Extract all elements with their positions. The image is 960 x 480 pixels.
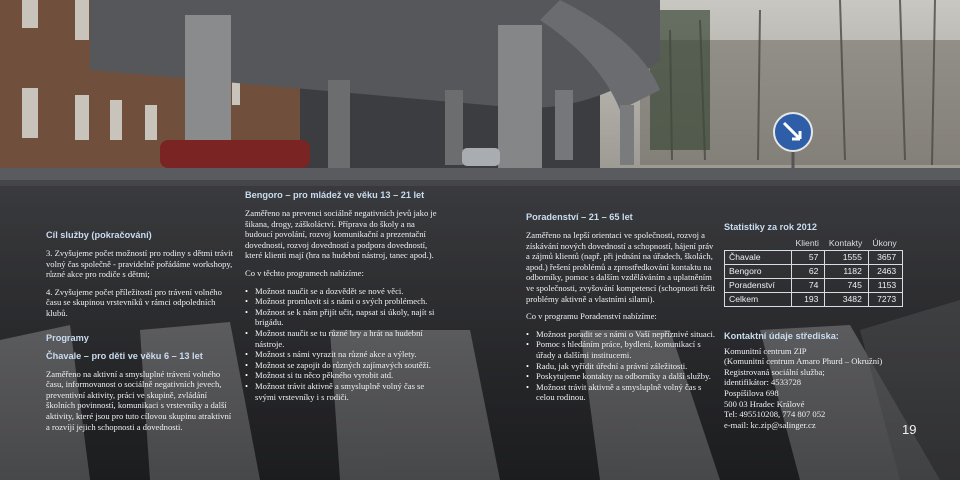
offer-item: • Možnost naučit se a dozvědět se nové věci. — [245, 286, 437, 297]
programs-heading: Programy — [46, 332, 89, 343]
contact-heading: Kontaktní údaje střediska: — [724, 330, 839, 341]
table-row — [725, 264, 903, 278]
cell-ukony: 2463 — [868, 264, 902, 278]
stats-column — [724, 222, 920, 430]
contact-line: (Komunitní centrum Amaro Phurd – Okružní) — [724, 356, 883, 367]
counseling-text: Zaměřeno na lepší orientaci ve společnosti, rozvoj a získávání nových dovedností a schopností, hájení práv a zájmů klientů (např. při jednání na úřadech, školách, apod.) řešení problémů a zprostředkování kontaktu na odborníky, pomoc s dalším vzděláváním a uplatněním ve společnosti, zvyšování kompetencí (schopnosti řešit problémy aktivně a vlastními silami). — [526, 230, 716, 304]
goal-item-3: 3. Zvyšujeme počet možností pro rodiny s dětmi trávit volný čas společně - pravidelně pořádáme workshopy, různé akce pro rodiče s dětmi; — [46, 248, 233, 280]
counseling-offer-item: • Poskytujeme kontakty na odborníky a další služby. — [526, 371, 716, 382]
contact-line: Pospíšilova 698 — [724, 387, 779, 398]
contact-email[interactable]: e-mail: kc.zip@salinger.cz — [724, 419, 816, 430]
offer-list — [245, 286, 437, 403]
cell-kontakty: 1182 — [825, 264, 868, 278]
cell-klienti: 62 — [792, 264, 825, 278]
middle-column — [245, 190, 437, 402]
bengoro-text: Zaměřeno na prevenci sociálně negativních jevů jako je šikana, drogy, záškoláctví. Příprava do školy a na budoucí povolání, rozvoj komunikační a prezentační dovednosti, rozvoj dovedností a podpora dovedností, které klienti mají (hra na hudební nástroj, tanec apod.). — [245, 208, 437, 261]
page-number: 19 — [902, 422, 917, 437]
cell-kontakty: 1555 — [825, 250, 868, 264]
offer-item: • Možnost promluvit si s námi o svých problémech. — [245, 296, 437, 307]
chavale-text: Zaměřeno na aktivní a smysluplné trávení volného času, informovanost o sociálně negativních jevech, preventivní aktivity, práci ve skupině, zvládání školních povinností, komunikaci s vrstevníky a další aktivity, které jsou pro tuto cílovou skupinu atraktivní a rozvíjí jejich schopnosti a dovednosti. — [46, 368, 232, 432]
cell-kontakty: 3482 — [825, 292, 868, 306]
chavale-heading: Čhavale – pro děti ve věku 6 – 13 let — [46, 350, 203, 361]
contact-line: identifikátor: 4533728 — [724, 377, 802, 388]
offer-item: • Možnost si tu něco pěkného vyrobit atd. — [245, 370, 437, 381]
cell-kontakty: 745 — [825, 278, 868, 292]
offer-item: • Možnost se zapojit do různých zajímavých soutěží. — [245, 360, 437, 371]
counseling-offer-item: • Radu, jak vyřídit úřední a právní záležitosti. — [526, 361, 716, 372]
contact-line: 500 03 Hradec Králové — [724, 398, 805, 409]
row-label: Celkem — [725, 292, 792, 306]
row-label: Čhavale — [725, 250, 792, 264]
cell-ukony: 3657 — [868, 250, 902, 264]
table-row — [725, 278, 903, 292]
counseling-column — [526, 212, 716, 403]
col-ukony: Úkony — [872, 238, 897, 248]
cell-klienti: 193 — [792, 292, 825, 306]
stats-heading: Statistiky za rok 2012 — [724, 222, 817, 232]
stats-table — [724, 237, 903, 307]
left-column — [46, 230, 234, 432]
bengoro-heading: Bengoro – pro mládež ve věku 13 – 21 let — [245, 190, 425, 200]
counseling-offer-item: • Pomoc s hledáním práce, bydlení, komunikací s úřady a dalšími institucemi. — [526, 339, 716, 360]
table-row — [725, 250, 903, 264]
goals-heading: Cíl služby (pokračování) — [46, 230, 152, 240]
stats-header-row — [725, 237, 903, 250]
counseling-offer-intro: Co v programu Poradenství nabízíme: — [526, 311, 657, 322]
row-label: Bengoro — [725, 264, 792, 278]
offer-item: • Možnost naučit se tu různé hry a hrát na hudební nástroje. — [245, 328, 437, 349]
counseling-offer-list — [526, 329, 716, 403]
col-kontakty: Kontakty — [828, 238, 863, 248]
contact-phone: Tel: 495510208, 774 807 052 — [724, 409, 826, 420]
row-label: Poradenství — [725, 278, 792, 292]
cell-klienti: 74 — [792, 278, 825, 292]
counseling-heading: Poradenství – 21 – 65 let — [526, 212, 633, 222]
cell-ukony: 7273 — [868, 292, 902, 306]
offer-item: • Možnost s námi vyrazit na různé akce a výlety. — [245, 349, 437, 360]
table-row — [725, 292, 903, 306]
goal-item-4: 4. Zvyšujeme počet příležitostí pro trávení volného času se skupinou vrstevníků v rámci odpoledních klubů. — [46, 286, 222, 318]
contact-line: Registrovaná sociální služba; — [724, 366, 825, 377]
offer-intro: Co v těchto programech nabízíme: — [245, 267, 364, 278]
contact-line: Komunitní centrum ZIP — [724, 345, 807, 356]
offer-item: • Možnost se k nám přijít učit, napsat si úkoly, najít si brigádu. — [245, 307, 437, 328]
cell-klienti: 57 — [792, 250, 825, 264]
counseling-offer-item: • Možnost poradit se s námi o Vaší nepříznivé situaci. — [526, 329, 716, 340]
cell-ukony: 1153 — [868, 278, 902, 292]
col-klienti: Klienti — [795, 238, 819, 248]
offer-item: • Možnost trávit aktivně a smysluplně volný čas se svými vrstevníky i s rodiči. — [245, 381, 437, 402]
counseling-offer-item: • Možnost trávit aktivně a smysluplně volný čas s celou rodinou. — [526, 382, 716, 403]
